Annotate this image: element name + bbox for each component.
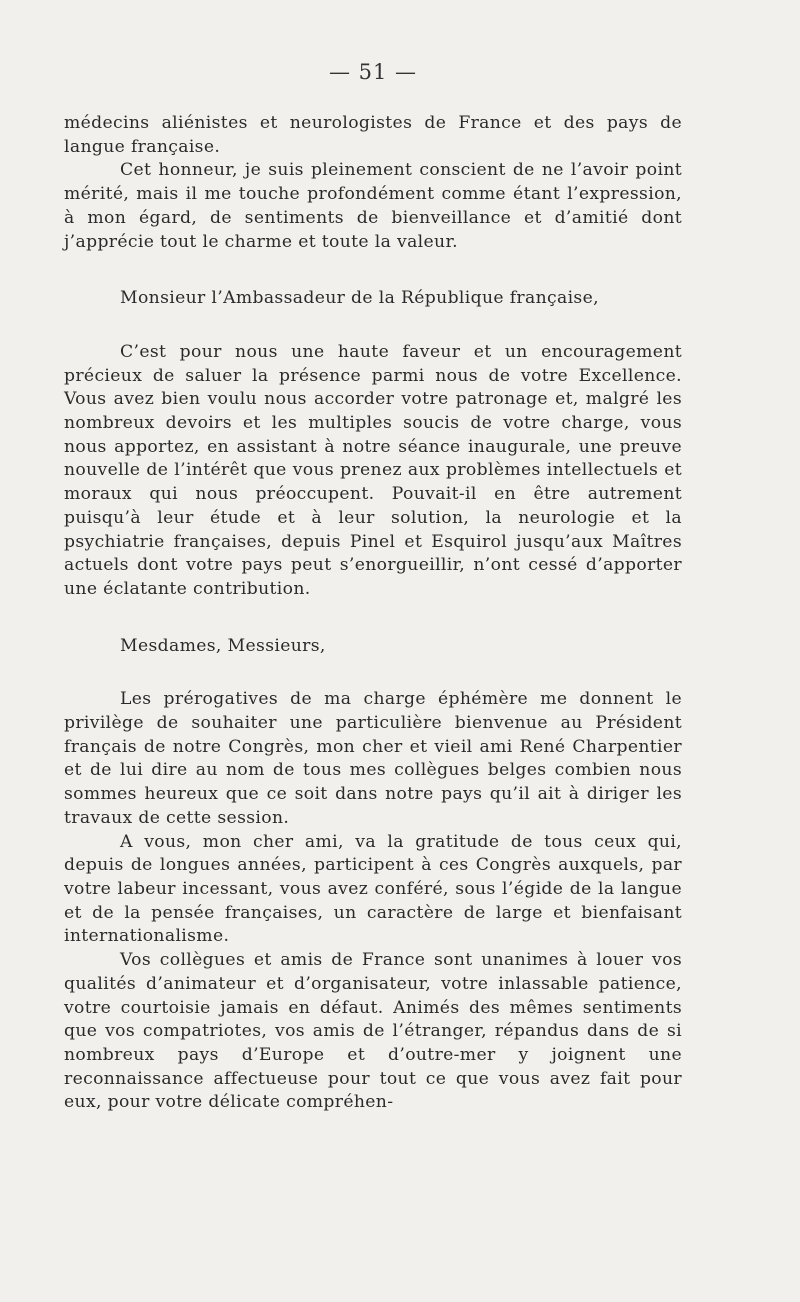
document-page (64, 0, 682, 1302)
body-text (64, 112, 682, 1115)
paragraph-continuation: médecins aliénistes et neurologistes de France et des pays de langue française. (64, 113, 682, 157)
address-mesdames: Mesdames, Messieurs, (120, 635, 326, 656)
paragraph-ambassadeur: C’est pour nous une haute faveur et un encouragement précieux de saluer la présence parmi nous de votre Excellence. Vous avez bien voulu nous accorder votre patronage et, malgré les nombreux devoirs et les multiples soucis de votre charge, vous nous apportez, en assistant à notre séance inaugurale, une preuve nouvelle de l’intérêt que vous prenez aux problèmes intellectuels et moraux qui nous préoccupent. Pouvait-il en être autrement puisqu’à leur étude et à leur solution, la neurologie et la psychiatrie françaises, depuis Pinel et Esquirol jusqu’aux Maîtres actuels dont votre pays peut s’enorgueillir, n’ont cessé d’apporter une éclatante contribution. (64, 341, 682, 599)
paragraph-collegues: Vos collègues et amis de France sont unanimes à louer vos qualités d’animateur et d’organisateur, votre inlassable patience, votre courtoisie jamais en défaut. Animés des mêmes sentiments que vos compatriotes, vos amis de l’étranger, répandus dans de si nombreux pays d’Europe et d’outre-mer y joignent une reconnaissance affectueuse pour tout ce que vous avez fait pour eux, pour votre délicate compréhen- (64, 950, 682, 1113)
address-ambassadeur: Monsieur l’Ambassadeur de la République française, (120, 288, 599, 309)
paragraph-honneur: Cet honneur, je suis pleinement conscient de ne l’avoir point mérité, mais il me touche profondément comme étant l’expression, à mon égard, de sentiments de bienveillance et d’amitié dont j’apprécie tout le charme et toute la valeur. (64, 160, 682, 252)
paragraph-prerogatives: Les prérogatives de ma charge éphémère me donnent le privilège de souhaiter une particulière bienvenue au Président français de notre Congrès, mon cher et vieil ami René Charpentier et de lui dire au nom de tous mes collègues belges combien nous sommes heureux que ce soit dans notre pays qu’il ait à diriger les travaux de cette session. (64, 689, 682, 828)
paragraph-gratitude: A vous, mon cher ami, va la gratitude de tous ceux qui, depuis de longues années, participent à ces Congrès auxquels, par votre labeur incessant, vous avez conféré, sous l’égide de la langue et de la pensée françaises, un caractère de large et bienfaisant internationalisme. (64, 831, 682, 947)
page-number: — 51 — (328, 60, 418, 84)
